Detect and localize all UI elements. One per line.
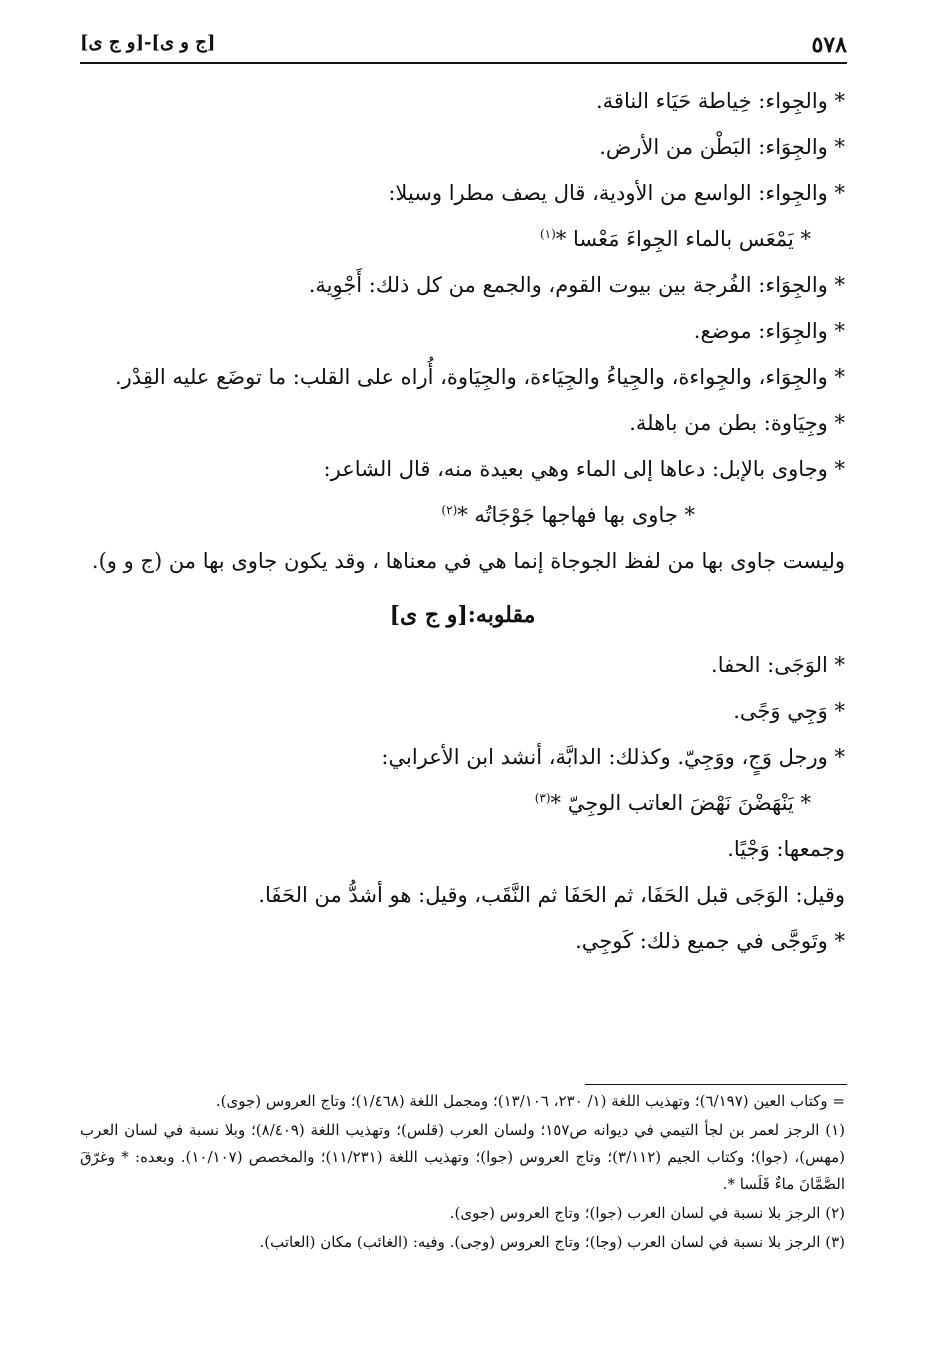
text-line: * وَجِي وَجًى. bbox=[733, 699, 845, 723]
page-header bbox=[80, 28, 847, 64]
text-line: وليست جاوى بها من لفظ الجوجاة إنما هي في معناها ، وقد يكون جاوى بها من (ج و و). bbox=[91, 549, 845, 573]
text-line: وقيل: الوَجَى قبل الحَفَا، ثم الحَفَا ثم النَّقَب، وقيل: هو أشدُّ من الحَفَا. bbox=[258, 883, 845, 907]
section-heading: مقلوبه:[و ج ى] bbox=[389, 602, 536, 628]
text-line: * وجِيَاوة: بطن من باهلة. bbox=[629, 411, 845, 435]
page-number: ٥٧٨ bbox=[811, 32, 847, 58]
footnote-ref: (١) bbox=[539, 227, 556, 241]
text-line: * والجِواء: الواسع من الأودية، قال يصف مطرا وسيلا: bbox=[388, 181, 845, 205]
text-line: * والجِوَاء: الفُرجة بين بيوت القوم، والجمع من كل ذلك: أَجْوِية. bbox=[308, 273, 845, 297]
verse-text: * يَمْعَس بالماء الجِواءَ مَعْسا * bbox=[555, 227, 811, 251]
verse-line bbox=[80, 780, 845, 826]
footnote-divider bbox=[585, 1084, 847, 1085]
footnotes bbox=[80, 1088, 845, 1258]
text-line: * الوَجَى: الحفا. bbox=[711, 653, 845, 677]
verse-text: * يَنْهَضْنَ نَهْضَ العاتب الوجِيّ * bbox=[550, 791, 811, 815]
footnote: (٢) الرجز بلا نسبة في لسان العرب (جوا)؛ وتاج العروس (جوى). bbox=[449, 1204, 845, 1222]
text-line: * والجِوَاء: موضع. bbox=[693, 319, 845, 343]
text-line: وجمعها: وَجْيًا. bbox=[727, 837, 845, 861]
verse-line bbox=[80, 216, 845, 262]
main-text bbox=[80, 78, 845, 964]
footnote: = وكتاب العين (٦/١٩٧)؛ وتهذيب اللغة (١/ ٢٣٠، ١٣/١٠٦)؛ ومجمل اللغة (١/٤٦٨)؛ وتاج العروس (جوى). bbox=[215, 1092, 845, 1110]
text-line: * وتَوجَّى في جميع ذلك: كَوجِي. bbox=[575, 929, 845, 953]
footnote: (٣) الرجز بلا نسبة في لسان العرب (وجا)؛ وتاج العروس (وجى). وفيه: (الغائب) مكان (العاتب). bbox=[259, 1233, 845, 1251]
text-line: * والجِواء: خِياطة حَيَاء الناقة. bbox=[596, 89, 845, 113]
footnote-ref: (٣) bbox=[534, 791, 551, 805]
text-line: * والجِوَاء: البَطْن من الأرض. bbox=[599, 135, 845, 159]
footnote-ref: (٢) bbox=[441, 503, 458, 517]
text-line: * ورجل وَجٍ، ووَجِيّ. وكذلك: الدابَّة، أنشد ابن الأعرابي: bbox=[381, 745, 845, 769]
footnote: (١) الرجز لعمر بن لجأ التيمي في ديوانه ص١٥٧؛ ولسان العرب (قلس)؛ وتهذيب اللغة (٨/٤٠٩)؛ وبلا نسبة في لسان العرب (مهس)، (جوا)؛ وكتاب الجيم (٣/١١٢)؛ وتاج العروس (جوا)؛ وتهذيب اللغة (١١/٢٣١)؛ والمخصص (١٠/١٠٧). وبعده: * وغرّقَ الصَّمَّانَ ماءٌ قَلَسا *. bbox=[80, 1121, 845, 1193]
text-line: * والجِوَاء، والجِواءة، والجِياءُ والجِيَاءة، والجِيَاوة، أُراه على القلب: ما توضَع عليه القِدْر. bbox=[114, 365, 845, 389]
running-head: [ج و ى]-[و ج ى] bbox=[80, 32, 216, 53]
text-line: * وجاوى بالإبل: دعاها إلى الماء وهي بعيدة منه، قال الشاعر: bbox=[323, 457, 845, 481]
verse-text: * جاوى بها فهاجها جَوْجَاتُه * bbox=[457, 503, 695, 527]
verse-line bbox=[80, 492, 845, 538]
